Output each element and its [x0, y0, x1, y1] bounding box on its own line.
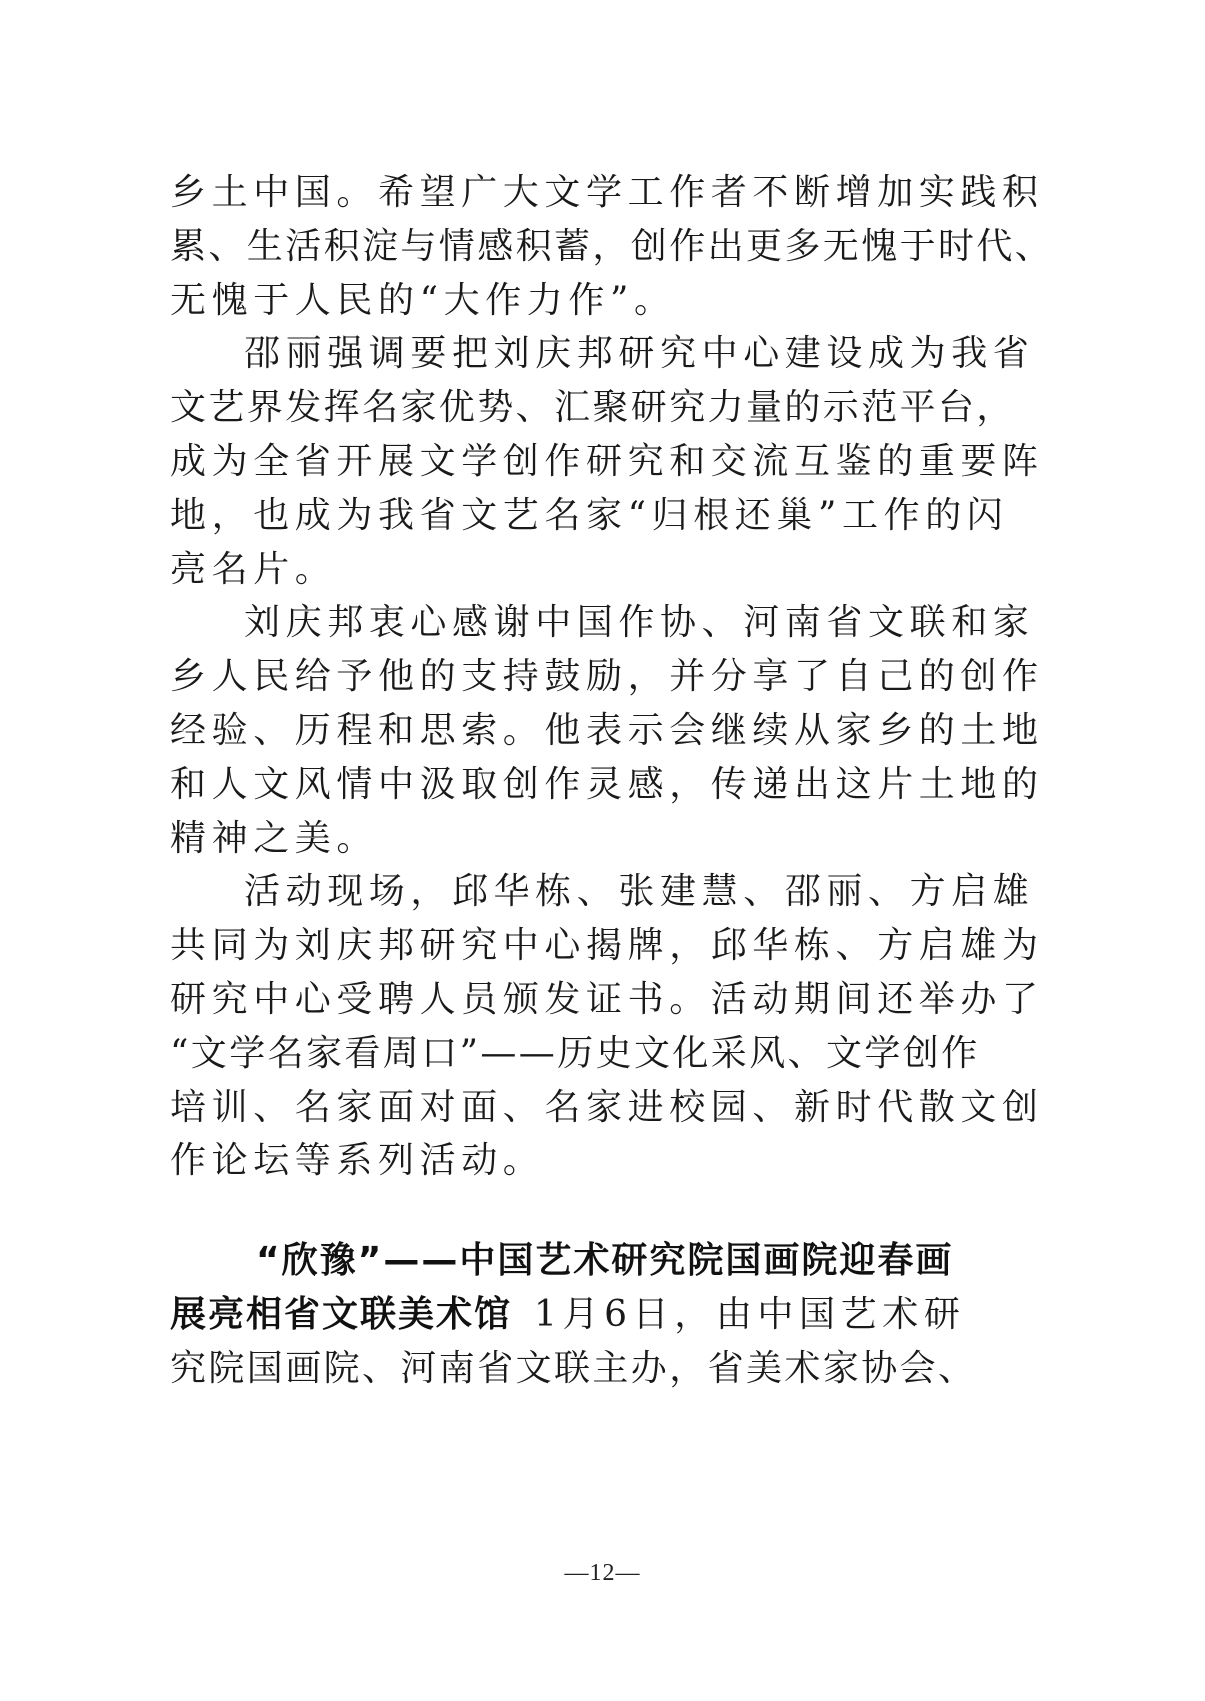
- text-line: 刘庆邦衷心感谢中国作协、河南省文联和家: [244, 602, 1035, 644]
- news-body-text: 1月6日，由中国艺术研: [534, 1293, 966, 1335]
- section-gap: [170, 1188, 945, 1234]
- news-item: [170, 1234, 977, 1395]
- text-line: 成为全省开展文学创作研究和交流互鉴的重要阵: [170, 440, 1044, 482]
- text-line: 精神之美。: [170, 817, 379, 859]
- page-number: —12—: [564, 1560, 641, 1586]
- news-heading-line: [170, 1234, 954, 1288]
- paragraph: [170, 166, 1054, 327]
- text-line: 乡土中国。希望广大文学工作者不断增加实践积: [170, 172, 1044, 213]
- text-line: 乡人民给予他的支持鼓励，并分享了自己的创作: [170, 656, 1044, 698]
- text-line: 累、生活积淀与情感积蓄，创作出更多无愧于时代、: [170, 225, 1054, 267]
- text-line: 培训、名家面对面、名家进校园、新时代散文创: [170, 1086, 1044, 1128]
- text-line: 文艺界发挥名家优势、汇聚研究力量的示范平台，: [170, 387, 1015, 429]
- paragraph: [170, 865, 1044, 1188]
- text-line: 无愧于人民的“大作力作”。: [170, 279, 676, 321]
- text-line: 邵丽强调要把刘庆邦研究中心建设成为我省: [244, 333, 1035, 375]
- text-line: 和人文风情中汲取创作灵感，传递出这片土地的: [170, 763, 1044, 805]
- news-heading: 展亮相省文联美术馆: [170, 1293, 513, 1335]
- paragraph: [170, 596, 1044, 865]
- text-line: “文学名家看周口”——历史文化采风、文学创作: [170, 1032, 980, 1074]
- news-heading-line: [170, 1288, 966, 1342]
- text-line: 究院国画院、河南省文联主办，省美术家协会、: [170, 1347, 977, 1389]
- text-line: 共同为刘庆邦研究中心揭牌，邱华栋、方启雄为: [170, 925, 1044, 967]
- article-body: [170, 166, 1054, 1396]
- paragraph: [170, 327, 1044, 596]
- text-line: 经验、历程和思索。他表示会继续从家乡的土地: [170, 709, 1044, 751]
- text-line: 研究中心受聘人员颁发证书。活动期间还举办了: [170, 978, 1044, 1020]
- text-line: 亮名片。: [170, 548, 337, 590]
- text-line: 活动现场，邱华栋、张建慧、邵丽、方启雄: [244, 871, 1035, 913]
- text-line: 地，也成为我省文艺名家“归根还巢”工作的闪: [170, 494, 1009, 536]
- news-heading: “欣豫”——中国艺术研究院国画院迎春画: [256, 1240, 954, 1282]
- text-line: 作论坛等系列活动。: [170, 1140, 545, 1182]
